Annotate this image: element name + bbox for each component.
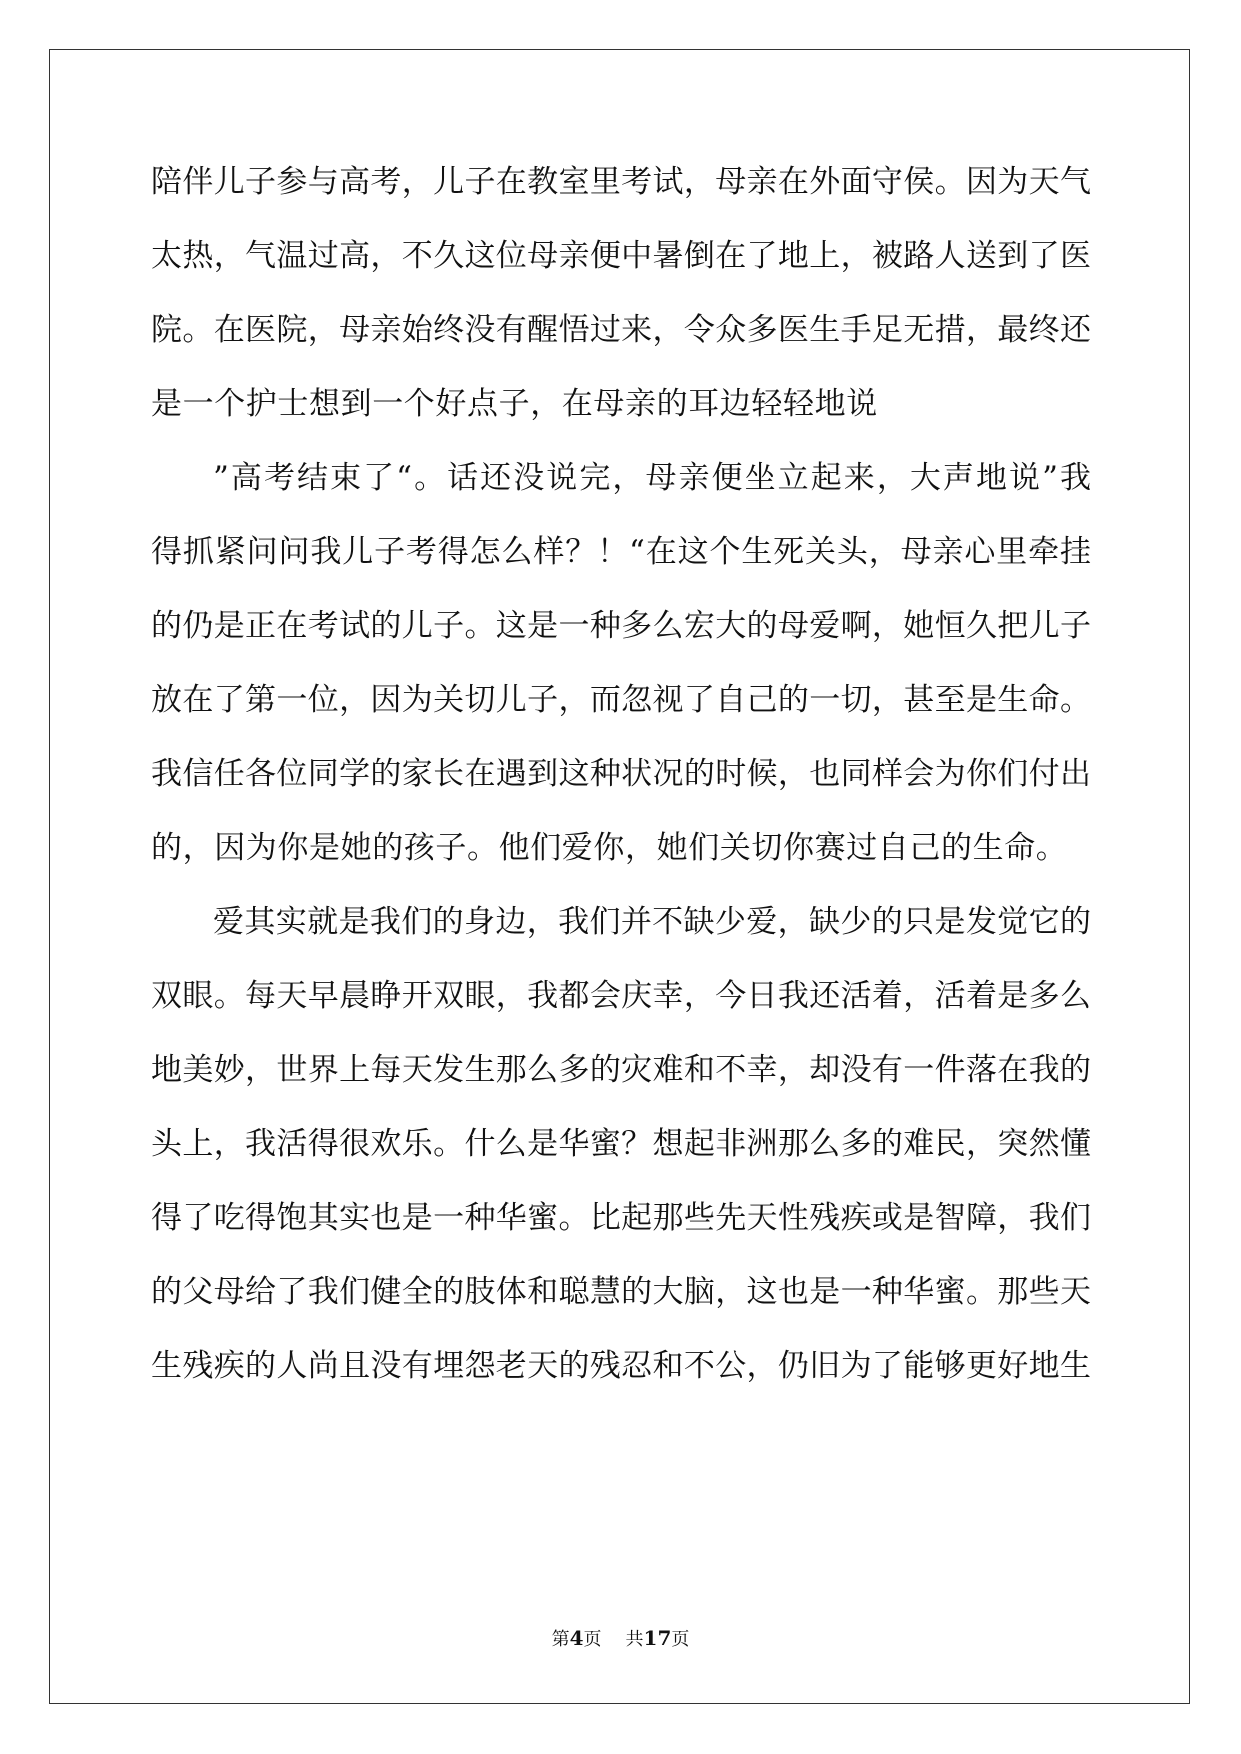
text-line: 的父母给了我们健全的肢体和聪慧的大脑，这也是一种华蜜。那些天 — [151, 1274, 1091, 1310]
page-prefix: 第 — [551, 1629, 570, 1650]
text-line: 的，因为你是她的孩子。他们爱你，她们关切你赛过自己的生命。 — [151, 830, 1068, 866]
page-footer — [0, 1626, 1241, 1652]
page-suffix: 页 — [583, 1629, 602, 1650]
text-line: ”高考结束了“。话还没说完，母亲便坐立起来，大声地说”我 — [213, 460, 1091, 496]
text-line: 我信任各位同学的家长在遇到这种状况的时候，也同样会为你们付出 — [151, 756, 1091, 792]
text-line: 陪伴儿子参与高考，儿子在教室里考试，母亲在外面守侯。因为天气 — [151, 164, 1091, 200]
total-prefix: 共 — [625, 1629, 644, 1650]
text-line: 头上，我活得很欢乐。什么是华蜜？想起非洲那么多的难民，突然懂 — [151, 1126, 1091, 1162]
text-line: 院。在医院，母亲始终没有醒悟过来，令众多医生手足无措，最终还 — [151, 312, 1091, 348]
total-suffix: 页 — [671, 1629, 690, 1650]
text-line: 地美妙，世界上每天发生那么多的灾难和不幸，却没有一件落在我的 — [151, 1052, 1091, 1088]
total-pages: 17 — [643, 1626, 672, 1650]
text-line: 爱其实就是我们的身边，我们并不缺少爱，缺少的只是发觉它的 — [213, 904, 1091, 940]
text-line: 得抓紧问问我儿子考得怎么样？！“在这个生死关头，母亲心里牵挂 — [151, 534, 1091, 570]
text-line: 双眼。每天早晨睁开双眼，我都会庆幸，今日我还活着，活着是多么 — [151, 978, 1091, 1014]
text-line: 得了吃得饱其实也是一种华蜜。比起那些先天性残疾或是智障，我们 — [151, 1200, 1091, 1236]
text-line: 生残疾的人尚且没有埋怨老天的残忍和不公，仍旧为了能够更好地生 — [151, 1348, 1091, 1384]
text-line: 太热，气温过高，不久这位母亲便中暑倒在了地上，被路人送到了医 — [151, 238, 1091, 274]
text-line: 的仍是正在考试的儿子。这是一种多么宏大的母爱啊，她恒久把儿子 — [151, 608, 1091, 644]
text-line: 是一个护士想到一个好点子，在母亲的耳边轻轻地说 — [151, 386, 878, 422]
document-body — [151, 160, 1091, 1418]
page-number: 4 — [569, 1626, 584, 1650]
text-line: 放在了第一位，因为关切儿子，而忽视了自己的一切，甚至是生命。 — [151, 682, 1091, 718]
